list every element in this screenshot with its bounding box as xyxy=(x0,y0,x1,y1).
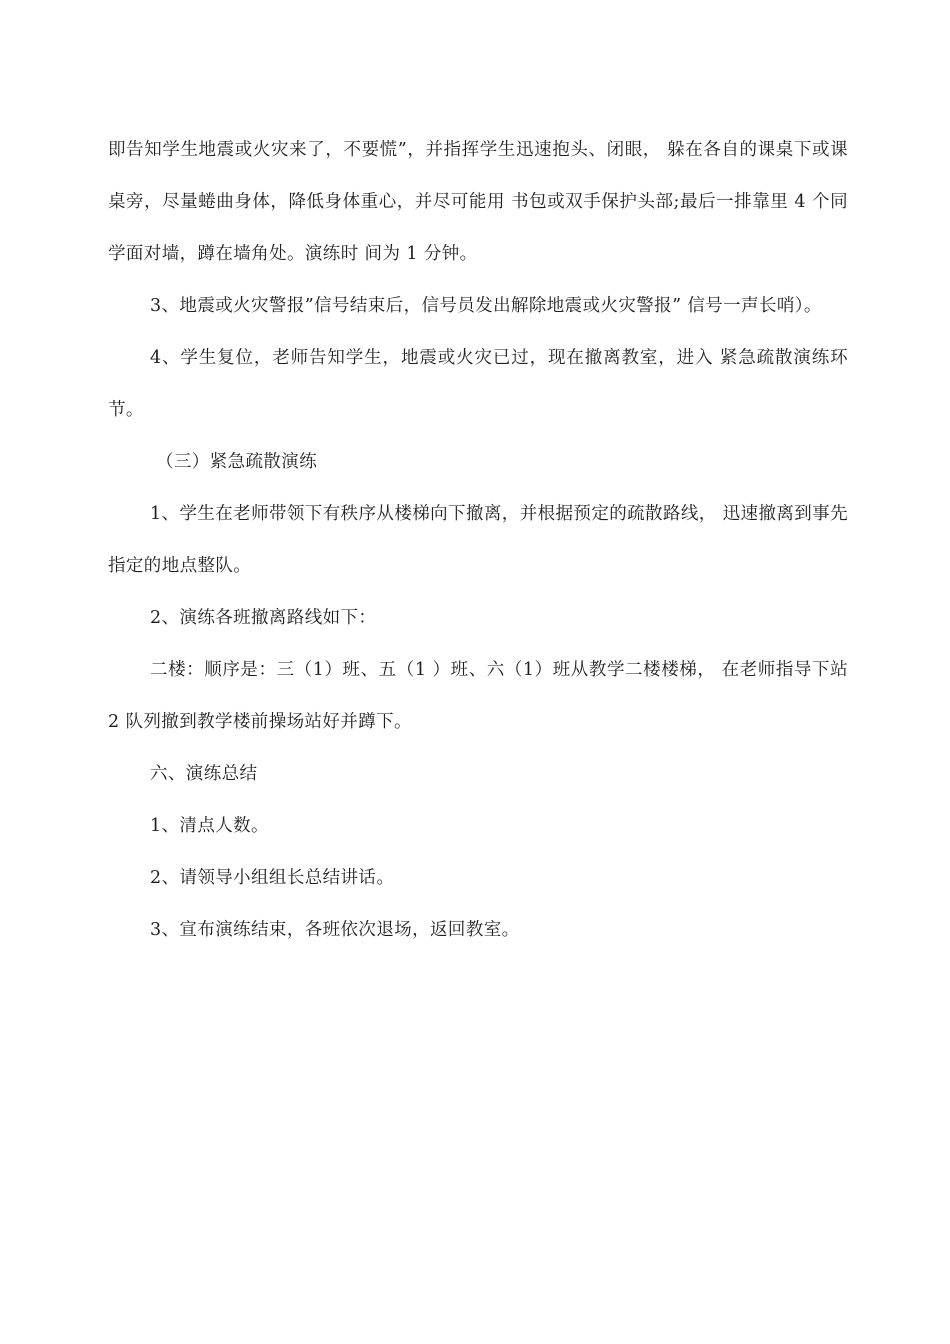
paragraph-evacuation-step-1: 1、学生在老师带领下有秩序从楼梯向下撤离，并根据预定的疏散路线， 迅速撤离到事先指定的地点整队。 xyxy=(108,504,848,576)
paragraph-second-floor-route: 二楼：顺序是：三（1）班、五（1 ）班、六（1）班从教学二楼楼梯， 在老师指导下站 2 队列撤到教学楼前操场站好并蹲下。 xyxy=(108,660,848,732)
paragraph-step-4: 4、学生复位，老师告知学生，地震或火灾已过，现在撤离教室，进入 紧急疏散演练环节。 xyxy=(108,348,848,420)
section-heading-evacuation-drill: （三）紧急疏散演练 xyxy=(156,452,318,472)
paragraph-step-3: 3、地震或火灾警报”信号结束后，信号员发出解除地震或火灾警报” 信号一声长哨）。 xyxy=(150,296,822,316)
paragraph-summary-step-3: 3、宣布演练结束，各班依次退场，返回教室。 xyxy=(150,920,520,940)
paragraph-summary-step-1: 1、清点人数。 xyxy=(150,816,269,836)
paragraph-continuation: 即告知学生地震或火灾来了，不要慌”，并指挥学生迅速抱头、闭眼， 躲在各自的课桌下或课桌旁，尽量蜷曲身体，降低身体重心，并尽可能用 书包或双手保护头部;最后一排靠里 4 个同学面对墙，蹲在墙角处。演练时 间为 1 分钟。 xyxy=(108,140,848,264)
paragraph-evacuation-step-2: 2、演练各班撤离路线如下： xyxy=(150,608,377,628)
paragraph-summary-step-2: 2、请领导小组组长总结讲话。 xyxy=(150,868,395,888)
section-heading-drill-summary: 六、演练总结 xyxy=(150,764,258,784)
document-body xyxy=(108,124,848,956)
